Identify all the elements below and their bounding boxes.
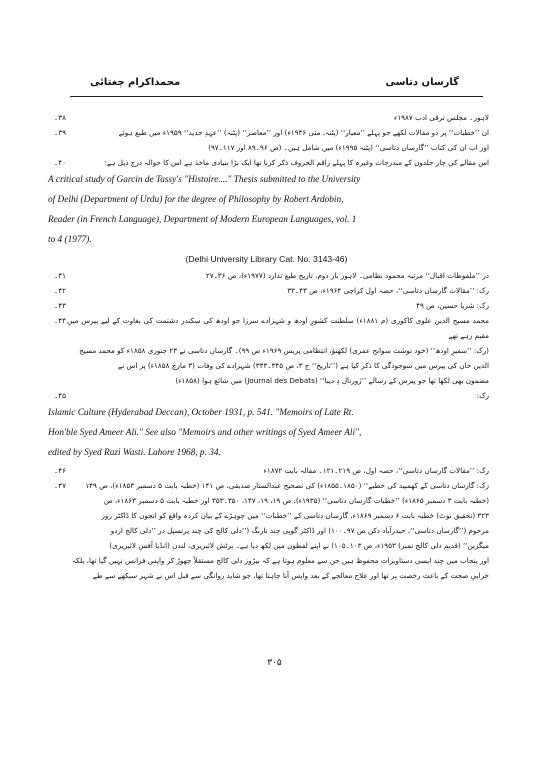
footnote-line: میگزین‘‘ (قدیم دلی کالج نمبر) ۱۹۵۳ء، ص ۱۰۳۔۱۰۵) نے اپنے لفظوں میں لکھ دیا ہے۔ برٹش لائبریری، لندن (انڈیا آفس لائبریری)	[109, 541, 489, 550]
footnote-text	[67, 463, 489, 478]
footnote-number: ۴۶۔	[54, 466, 66, 475]
english-citation-2	[44, 403, 489, 463]
footnote	[44, 463, 489, 478]
english-line: A critical study of Garcin de Tassy's "Histoire...." Thesis submitted to the University	[48, 175, 361, 185]
footnote-text	[67, 155, 489, 170]
footnote-text	[67, 125, 489, 155]
footnote-number: ۴۰۔	[54, 158, 66, 167]
english-line: Reader (in French Language), Department of Modern European Languages, vol. 1	[48, 215, 357, 225]
footnote-line: رک: ’’مقالات گارساں دتاسی‘‘، حصہ اول، ص ۲۱۹۔۱۲۱۔ مقالہ بابت ۱۸۷۲ء	[263, 466, 489, 475]
footnote-line: (رک: ’’سفیرِ اودھ‘‘ (خود نوشت سوانح عمری) لکھنؤ، انتظامی پریس ۱۹۶۹ء ص ۹۹)۔ گارساں دتاسی نے ۲۳ جنوری ۱۸۵۸ء کو محمد مسیح	[79, 346, 489, 355]
footnote-line: ان ’’خطبات‘‘ پر دو مقالات لکھے جو پہلے ’’معیار‘‘ (پٹنہ، مئی ۱۹۳۶ء) اور ’’معاصر‘‘ (پٹنہ) ’’عہدِ جدید‘‘ ۱۹۵۹ء میں طبع ہوئے	[118, 128, 489, 137]
footnotes-group-b	[44, 268, 489, 403]
header-rule	[70, 96, 483, 97]
footnote-text	[67, 478, 489, 583]
footnote	[44, 313, 489, 388]
footnote-number: ۴۵۔	[54, 391, 66, 400]
english-citation-1	[44, 170, 489, 250]
footnote-text	[67, 268, 489, 283]
footnote-text	[67, 110, 489, 125]
english-line: to 4 (1977).	[48, 235, 92, 245]
footnote-number: ۴۷۔	[54, 481, 66, 490]
footnote-line: رک:	[476, 391, 489, 400]
footnote	[44, 110, 489, 125]
footnote	[44, 155, 489, 170]
footnote-text	[67, 283, 489, 298]
footnote	[44, 478, 489, 583]
english-line: of Delhi (Department of Urdu) for the degree of Philosophy by Robert Ardobin,	[48, 195, 344, 205]
english-line: Islamic Culture (Hyderabad Deccan), October 1931, p. 541. "Memoirs of Late Rt.	[48, 408, 354, 418]
footnote-text	[67, 388, 489, 403]
english-line: Hon'ble Syed Ameer Ali." See also "Memoirs and other writings of Syed Ameer Ali",	[48, 428, 362, 438]
footnote-line: مضمون بھی لکھا تھا جو پیرس کے رسالے ’’ژورنال دِ دیبا‘‘ (Journal des Debats) میں شائع ہوا (۱۸۵۸ء)	[175, 376, 489, 385]
running-header-author: محمداکرام چغتائی	[90, 77, 181, 88]
page-number: ۳۰۵	[267, 658, 282, 668]
footnote-line: الدین خاں کی پیرس میں سوجودگی کا ذکر کیا ہے (’’تاریخ‘‘ ج ۳، ص ۳۴۵۔۳۴۳) شہزادے کی وفات (۳ مارچ ۱۸۵۸ء) پر اس نے	[118, 361, 489, 370]
footnote-line: محمد مسیح الدین علوی کاکوری (م ۱۸۸۱ء) سلطنت کشورِ اودھ و شہزادے سرزا جو اودھ کی سکندر دشتمت کی بغاوت کے لیے پیرس میں مقیم رہے تھے	[67, 316, 489, 340]
footnote-line: رک: شریا حسین، ص ۴۹	[416, 301, 489, 310]
footnote-line: اور اب ان کی کتاب ’’گارساں دتاسی‘‘ (پٹنہ ۱۹۹۵ء) میں شامل ہیں۔ (ص ۹۶۔۸۹ اور ۱۱۷۔۹۷)	[208, 143, 489, 152]
footnote-number: ۳۹۔	[54, 128, 66, 137]
footnote-line: ۳۲۳ (تحقیق نوٹ) خطبہ بابت ۶ دسمبر ۱۸۶۹ء، گارساں دتاسی کے ’’خطبات‘‘ میں چوہڑے کے بیان کردہ واقع کو انجوں کا ڈاکٹر زور	[101, 511, 489, 520]
footnote-line: اور پنجاب میں چند ایسی دستاویزات محفوظ ہیں جن سے معلوم ہوتا ہے کہ بیڑوز دلی کالج مستقلاً چھوڑ کر واپس فرانس نہیں گیا تھا، بلکہ	[71, 556, 489, 565]
footnote-line: رک: ’’مقالات گارساں دتاسی‘‘، حصہ اول کراچی ۱۹۶۴ء، ص ۴۳۔۳۳	[287, 286, 489, 295]
running-header-title: گارساں دتاسی	[385, 77, 459, 88]
footnote	[44, 125, 489, 155]
footnote-line: (خطبہ بابت ۳ دسمبر ۱۸۶۵ء) ’’خطبات گارساں دتاسی‘‘ (۱۹۳۵ء)، ص ۱۹، ۱۹، ۱۴۷، ۳۵۰۔۳۵۳ اور خطبہ بابت ۵ دسمبر ۱۸۶۳ء، ص	[103, 496, 489, 505]
footnote	[44, 283, 489, 298]
footnote	[44, 388, 489, 403]
footnotes-group-c	[44, 463, 489, 583]
footnote-line: لاہور۔ مجلس ترقی ادب ۱۹۸۷ء	[393, 113, 489, 122]
footnote-number: ۴۳۔	[54, 301, 66, 310]
footnote-line: مرحوم (’’گارساں دتاسی‘‘، حیدرآباد دکن ص ۹۷۔۱۰۰) اور ڈاکٹر گوپی چند نارنگ (’’دلی کالج کی چند پرنسپل در ’’دلی کالج اردو	[110, 526, 489, 535]
footnote-number: ۴۴۔	[54, 316, 66, 325]
footnote-line: خرابیِ صحت کے باعث رخصت پر تھا اور علاج معالجے کے بعد واپس آنا چاہتا تھا، جو شاید روانگی سے قبل اس نے شہر سیکھے سے طے	[92, 571, 489, 580]
footnote-text	[67, 313, 489, 388]
footnote-line: اس مقالے کی چار جلدوں کے مندرجات وغیرہ کا پہلے راقم الحروف ذکر کرنا تھا ایک بڑا بنیادی ماخذ ہے اس کا حوالہ درج ذیل ہے:	[104, 158, 489, 167]
footnote-number: ۴۲۔	[54, 286, 66, 295]
footnote-line: رک: گارساں دتاسی کے کھمبید کی خطبے‘‘ (۱۸۵۰۔۱۸۵۵ء) کی تصحیح عبدالستار صدیقی، ص ۱۴۱ (خطبہ بابت ۵ دسمبر ۱۸۵۳ء)، ص ۱۴۹	[85, 481, 489, 490]
footnote-number: ۳۸۔	[54, 113, 66, 122]
footnotes-group-a	[44, 110, 489, 170]
footnotes-body	[44, 110, 489, 583]
footnote	[44, 298, 489, 313]
english-line: edited by Syed Razi Wasti. Lahore 1968, p. 34.	[48, 448, 221, 458]
footnote	[44, 268, 489, 283]
footnote-text	[67, 298, 489, 313]
footnote-line: در ’’ملفوظات اقبال‘‘ مرتبہ محمود نظامی۔ لاہور بار دوم، تاریخ طبع ندارد (۱۹۷۷ء)، ص ۳۶۔۲۷	[205, 271, 489, 280]
footnote-number: ۴۱۔	[54, 271, 66, 280]
library-catalog-ref: (Delhi University Library Cat. No. 3143-46)	[185, 254, 348, 264]
